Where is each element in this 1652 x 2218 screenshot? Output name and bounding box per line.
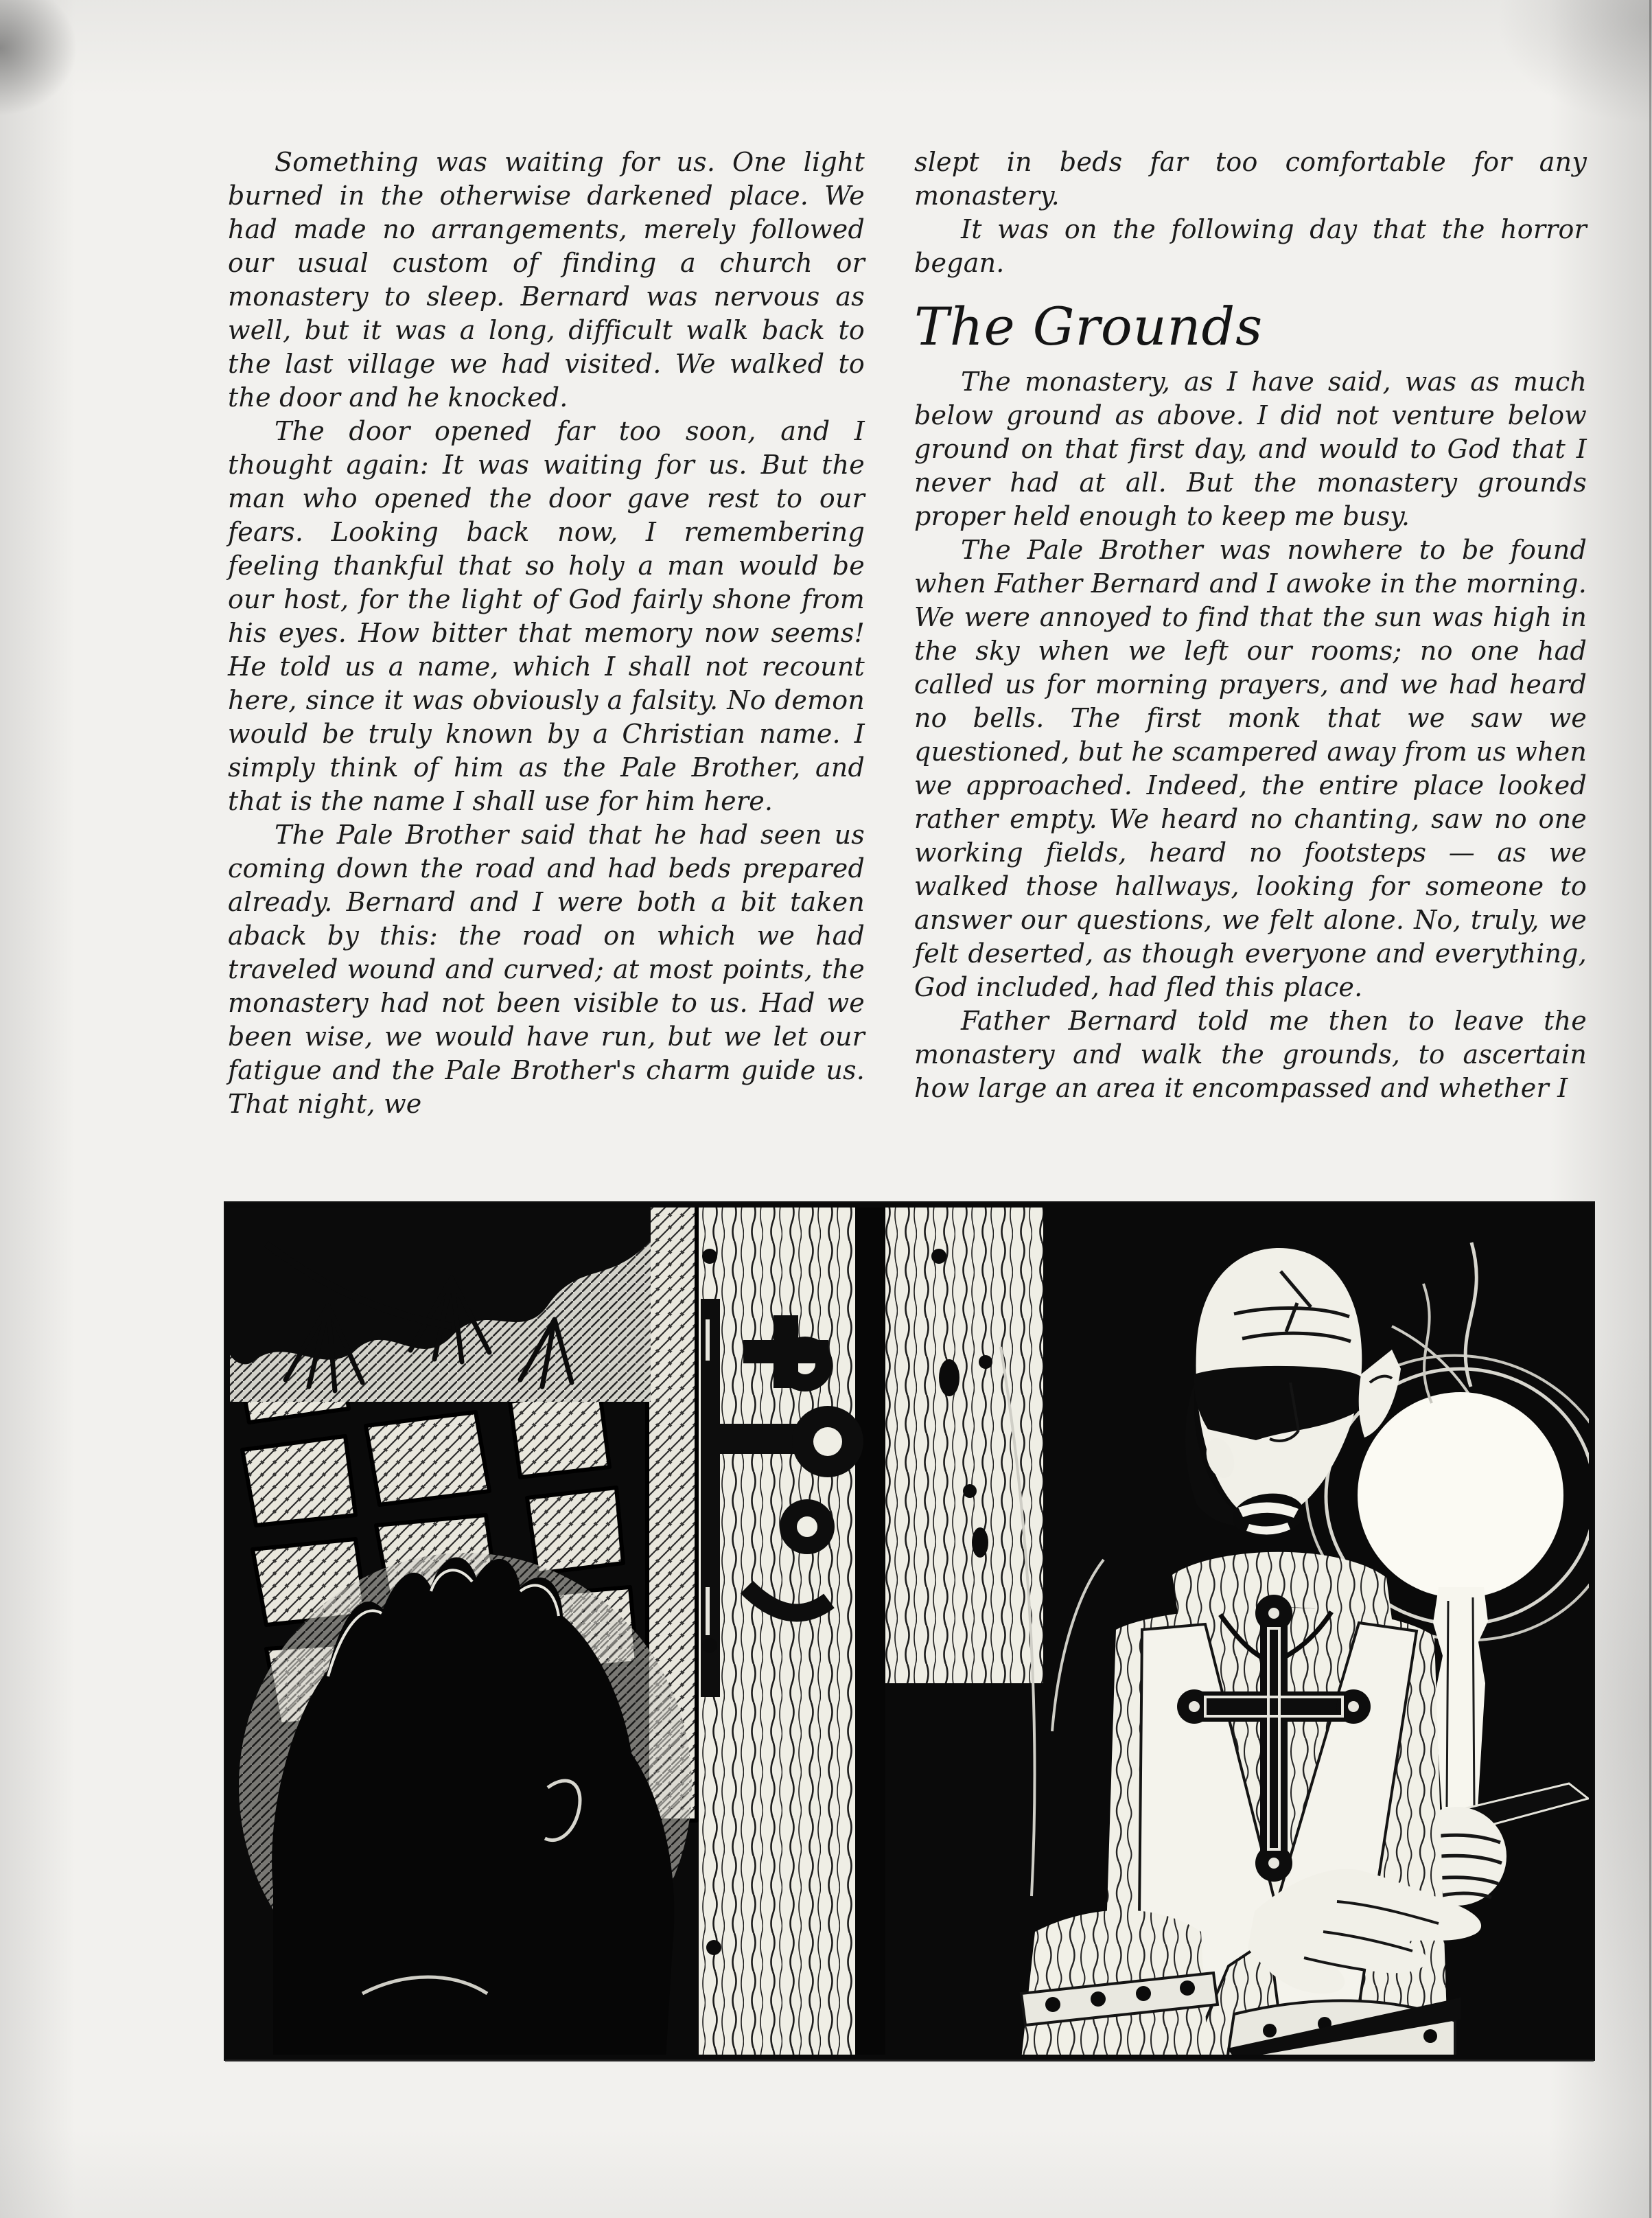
- paragraph: The Pale Brother was nowhere to be found when Father Bernard and I awoke in the morning. We were annoyed to find that the sun was high in the sky when we left our rooms; no one had called us for morning prayers, and we had heard no bells. The first monk that we saw we questioned, but he scampered away from us when we approached. Indeed, the entire place looked rather empty. We heard no chanting, saw no one working fields, heard no footsteps — as we walked those hallways, looking for someone to answer our questions, we felt alone. No, truly, we felt deserted, as though everyone and everything, God included, had fled this place.: [914, 535, 1587, 1002]
- left-text-column: [228, 146, 865, 1121]
- paragraph: Father Bernard told me then to leave the monastery and walk the grounds, to ascertain how large an area it encompassed and whether I: [914, 1006, 1587, 1103]
- monastery-door-illustration: [225, 1203, 1594, 2059]
- right-text-column: [914, 146, 1587, 1105]
- illustration-canvas: [225, 1203, 1594, 2059]
- scan-edge-artifact: [1649, 0, 1651, 2218]
- wood-knot: [939, 1359, 959, 1396]
- section-heading: The Grounds: [914, 296, 1264, 357]
- paragraph: slept in beds far too comfortable for any monastery.: [914, 147, 1587, 211]
- visitor-silhouette: [239, 1553, 692, 2059]
- wood-knot: [972, 1527, 988, 1558]
- paragraph: The door opened far too soon, and I thought again: It was waiting for us. But the man who opened the door gave rest to our fears. Looking back now, I remembering feeling thankful that so holy a man would be our host, for the light of God fairly shone from his eyes. How bitter that memory now seems! He told us a name, which I shall not recount here, since it was obviously a falsity. No demon would be truly known by a Christian name. I simply think of him as the Pale Brother, and that is the name I shall use for him here.: [228, 416, 865, 816]
- paragraph: The Pale Brother said that he had seen us coming down the road and had beds prepared already. Bernard and I were both a bit taken aback by this: the road on which we had traveled wound and curved; at most points, the monastery had not been visible to us. Had we been wise, we would have run, but we let our fatigue and the Pale Brother's charm guide us. That night, we: [228, 820, 865, 1119]
- pine-branches: [225, 1203, 651, 1402]
- paragraph: It was on the following day that the horror began.: [914, 214, 1587, 278]
- paragraph: Something was waiting for us. One light burned in the otherwise darkened place. We had made no arrangements, merely followed our usual custom of finding a church or monastery to sleep. Bernard was nervous as well, but it was a long, difficult walk back to the last village we had visited. We walked to the door and he knocked.: [228, 147, 865, 413]
- paragraph: The monastery, as I have said, was as much below ground as above. I did not venture below ground on that first day, and would to God that I never had at all. But the monastery grounds proper held enough to keep me busy.: [914, 367, 1587, 531]
